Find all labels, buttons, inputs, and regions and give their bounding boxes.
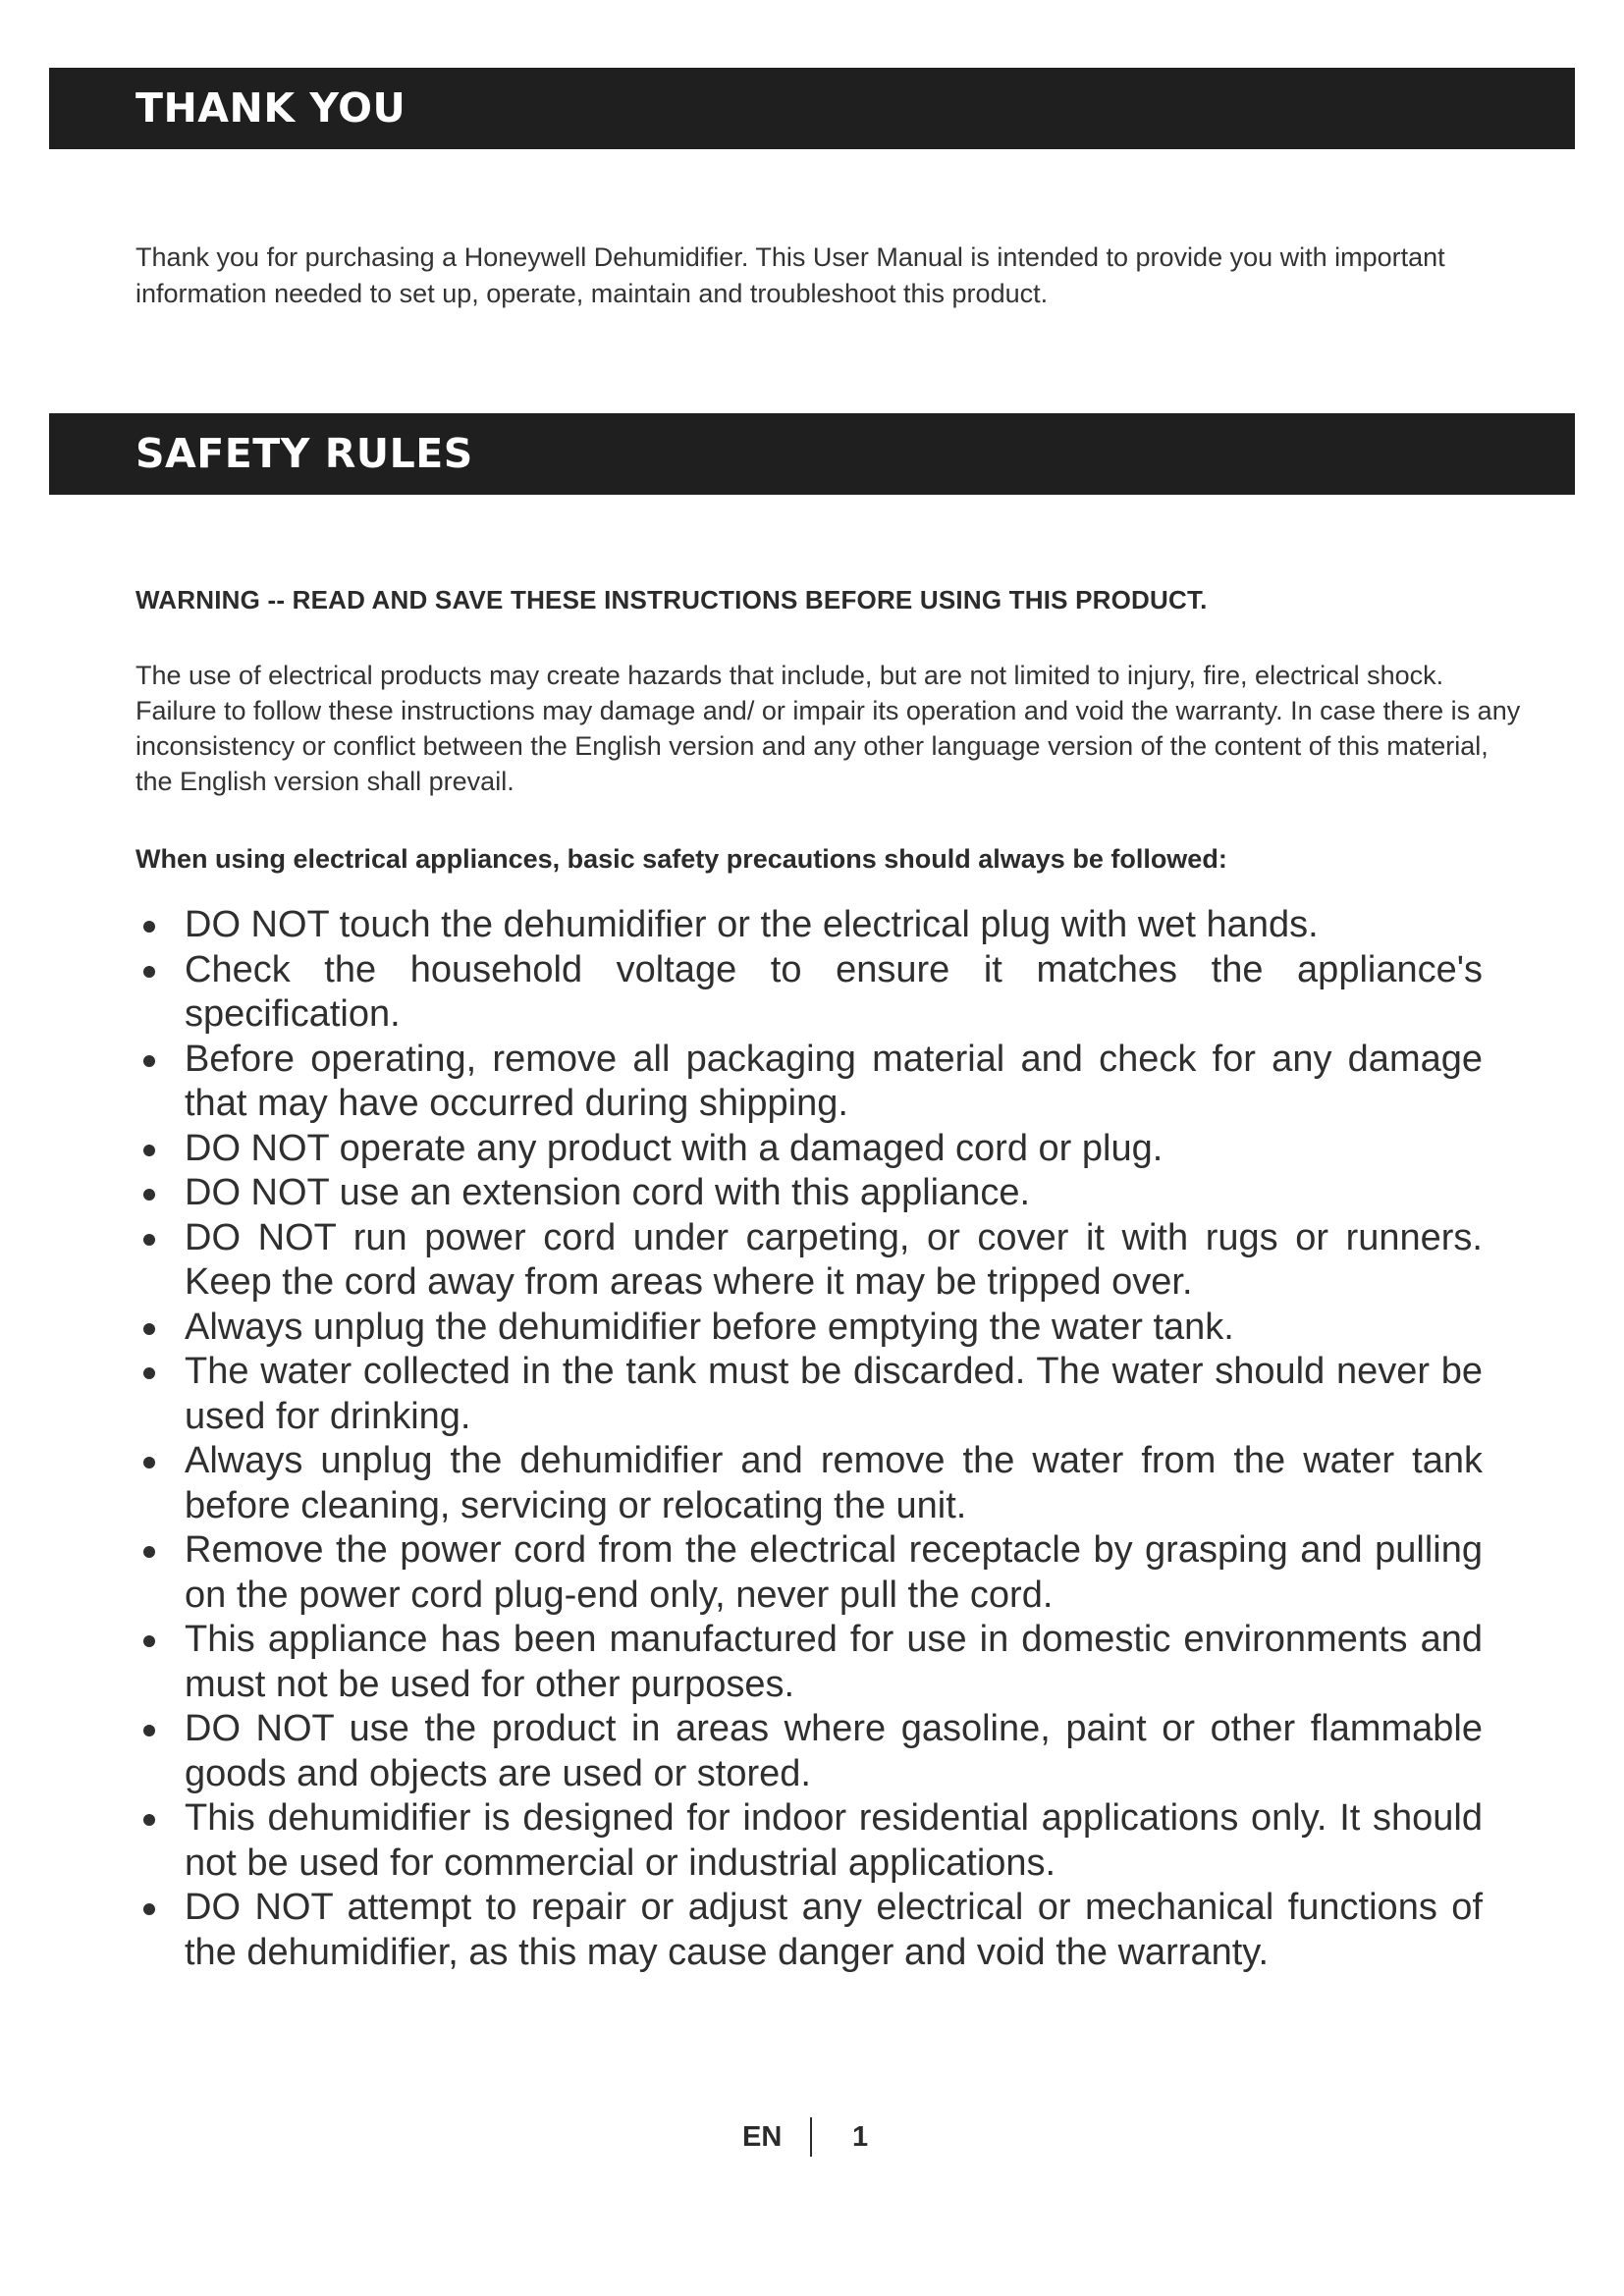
bullet-icon — [143, 921, 155, 933]
safety-rule-text: Remove the power cord from the electrical receptacle by grasping and pulling on the power cord plug-end only, never pull the cord. — [185, 1529, 1483, 1616]
bullet-icon — [143, 1189, 155, 1201]
safety-rule-item — [135, 1439, 1483, 1528]
safety-rule-text: DO NOT run power cord under carpeting, or cover it with rugs or runners. Keep the cord away from areas where it may be tripped over. — [185, 1216, 1483, 1303]
bullet-icon — [143, 1367, 155, 1379]
bullet-icon — [143, 1145, 155, 1156]
thank-you-banner — [49, 68, 1575, 149]
warning-heading: WARNING -- READ AND SAVE THESE INSTRUCTIONS BEFORE USING THIS PRODUCT. — [135, 585, 1208, 614]
safety-rule-text: Before operating, remove all packaging material and check for any damage that may have occurred during shipping. — [185, 1038, 1483, 1124]
safety-rule-item — [135, 1038, 1483, 1127]
bullet-icon — [143, 1635, 155, 1647]
safety-rules-title: SAFETY RULES — [135, 430, 473, 477]
precaution-heading: When using electrical appliances, basic safety precautions should always be followed: — [135, 844, 1227, 874]
bullet-icon — [143, 1814, 155, 1826]
safety-rules-list — [135, 903, 1483, 1975]
bullet-icon — [143, 1725, 155, 1736]
safety-rule-text: Always unplug the dehumidifier and remove the water from the water tank before cleaning, servicing or relocating the unit. — [185, 1440, 1483, 1526]
safety-rule-text: DO NOT use an extension cord with this appliance. — [185, 1172, 1031, 1213]
language-code: EN — [742, 2121, 783, 2153]
safety-rule-text: The water collected in the tank must be discarded. The water should never be used for drinking. — [185, 1351, 1483, 1437]
safety-rule-item — [135, 1350, 1483, 1439]
page-footer — [0, 2115, 1624, 2159]
bullet-icon — [143, 1903, 155, 1915]
safety-rule-text: Check the household voltage to ensure it matches the appliance's specification. — [185, 948, 1483, 1035]
safety-rule-item — [135, 1886, 1483, 1975]
bullet-icon — [143, 1546, 155, 1558]
safety-rules-banner — [49, 413, 1575, 495]
safety-rule-text: Always unplug the dehumidifier before emptying the water tank. — [185, 1306, 1234, 1348]
safety-rule-item — [135, 1127, 1483, 1172]
bullet-icon — [143, 1234, 155, 1246]
bullet-icon — [143, 1323, 155, 1335]
safety-rule-item — [135, 1707, 1483, 1796]
safety-rule-item — [135, 1306, 1483, 1351]
safety-rule-item — [135, 1796, 1483, 1886]
safety-rule-item — [135, 948, 1483, 1038]
safety-rule-item — [135, 1528, 1483, 1618]
bullet-icon — [143, 966, 155, 978]
safety-rule-text: DO NOT use the product in areas where gasoline, paint or other flammable goods and objects are used or stored. — [185, 1708, 1483, 1794]
hazard-paragraph: The use of electrical products may create hazards that include, but are not limited to injury, fire, electrical shock. Failure to follow these instructions may damage and/ or impair its operation and void the warranty. In case there is any inconsistency or conflict between the English version and any other language version of the content of this material, the English version shall prevail. — [135, 661, 1521, 796]
safety-rule-item — [135, 1216, 1483, 1306]
safety-rule-item — [135, 903, 1483, 948]
safety-rule-text: DO NOT operate any product with a damaged cord or plug. — [185, 1127, 1164, 1169]
safety-rule-text: DO NOT attempt to repair or adjust any electrical or mechanical functions of the dehumidifier, as this may cause danger and void the warranty. — [185, 1887, 1483, 1973]
bullet-icon — [143, 1457, 155, 1468]
thank-you-title: THANK YOU — [135, 84, 406, 132]
bullet-icon — [143, 1055, 155, 1067]
safety-rule-item — [135, 1618, 1483, 1707]
thank-you-body: Thank you for purchasing a Honeywell Dehumidifier. This User Manual is intended to provide you with important information needed to set up, operate, maintain and troubleshoot this product. — [135, 242, 1445, 308]
page-number: 1 — [852, 2121, 869, 2153]
footer-divider — [810, 2117, 812, 2157]
safety-rule-text: This appliance has been manufactured for use in domestic environments and must not be used for other purposes. — [185, 1619, 1483, 1705]
safety-rule-item — [135, 1171, 1483, 1216]
safety-rule-text: DO NOT touch the dehumidifier or the electrical plug with wet hands. — [185, 904, 1319, 945]
safety-rule-text: This dehumidifier is designed for indoor residential applications only. It should not be used for commercial or industrial applications. — [185, 1797, 1483, 1884]
